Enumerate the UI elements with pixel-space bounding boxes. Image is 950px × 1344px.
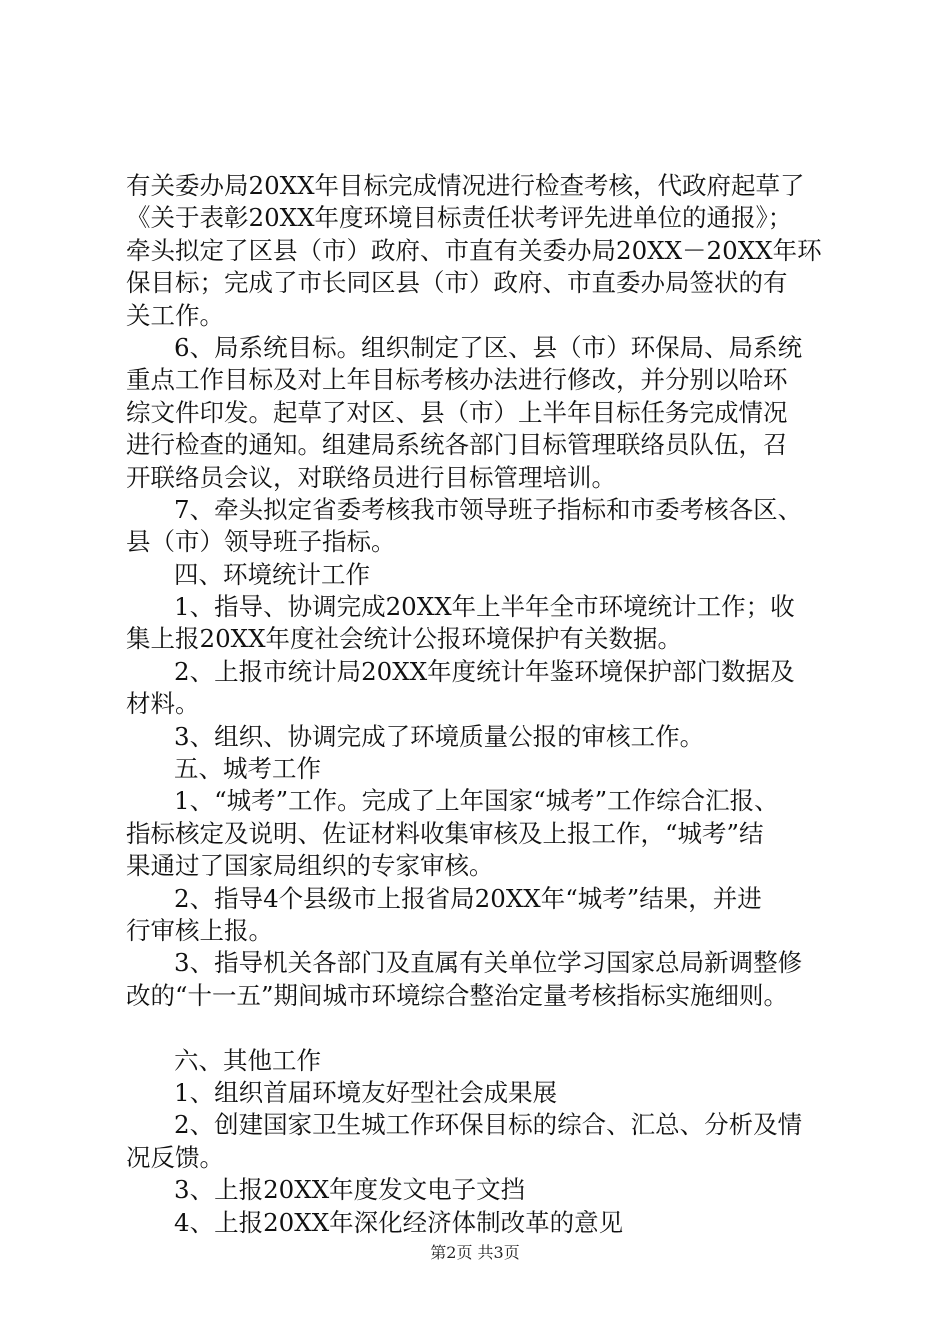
text-line: 3、指导机关各部门及直属有关单位学习国家总局新调整修 — [174, 948, 803, 978]
text-line: 六、其他工作 — [174, 1045, 321, 1075]
page-footer: 第2页 共3页 — [430, 1243, 520, 1262]
text-line: 关工作。 — [126, 300, 224, 330]
text-line: 改的“十一五”期间城市环境综合整治定量考核指标实施细则。 — [126, 980, 789, 1010]
text-line — [126, 1012, 850, 1044]
text-line: 2、上报市统计局20XX年度统计年鉴环境保护部门数据及 — [174, 656, 795, 686]
text-line: 材料。 — [126, 689, 200, 719]
text-line: 保目标；完成了市长同区县（市）政府、市直委办局签状的有 — [126, 268, 788, 298]
text-line: 牵头拟定了区县（市）政府、市直有关委办局20XX－20XX年环 — [126, 235, 822, 265]
text-line: 3、组织、协调完成了环境质量公报的审核工作。 — [174, 721, 705, 751]
text-line: 行审核上报。 — [126, 915, 273, 945]
text-line: 2、创建国家卫生城工作环保目标的综合、汇总、分析及情 — [174, 1110, 803, 1140]
text-line: 1、指导、协调完成20XX年上半年全市环境统计工作；收 — [174, 592, 795, 622]
text-line: 县（市）领导班子指标。 — [126, 527, 396, 557]
text-line: 开联络员会议，对联络员进行目标管理培训。 — [126, 462, 616, 492]
text-line: 2、指导4个县级市上报省局20XX年“城考”结果，并进 — [174, 883, 762, 913]
text-line: 1、“城考”工作。完成了上年国家“城考”工作综合汇报、 — [174, 786, 779, 816]
text-line: 指标核定及说明、佐证材料收集审核及上报工作，“城考”结 — [126, 818, 764, 848]
text-line: 综文件印发。起草了对区、县（市）上半年目标任务完成情况 — [126, 397, 788, 427]
text-line: 7、牵头拟定省委考核我市领导班子指标和市委考核各区、 — [174, 494, 803, 524]
text-line: 有关委办局20XX年目标完成情况进行检查考核，代政府起草了 — [126, 171, 805, 200]
document-body — [126, 170, 850, 1239]
text-line: 五、城考工作 — [174, 754, 321, 784]
text-line: 四、环境统计工作 — [174, 559, 370, 589]
text-line: 1、组织首届环境友好型社会成果展 — [174, 1077, 558, 1107]
text-line: 6、局系统目标。组织制定了区、县（市）环保局、局系统 — [174, 332, 803, 362]
text-line: 3、上报20XX年度发文电子文挡 — [174, 1175, 526, 1205]
text-line: 集上报20XX年度社会统计公报环境保护有关数据。 — [126, 624, 683, 654]
text-line: 进行检查的通知。组建局系统各部门目标管理联络员队伍，召 — [126, 430, 788, 460]
text-line: 《关于表彰20XX年度环境目标责任状考评先进单位的通报》； — [126, 203, 793, 233]
text-line: 果通过了国家局组织的专家审核。 — [126, 851, 494, 881]
text-line: 4、上报20XX年深化经济体制改革的意见 — [174, 1207, 624, 1237]
text-line: 况反馈。 — [126, 1142, 224, 1172]
text-line: 重点工作目标及对上年目标考核办法进行修改，并分别以哈环 — [126, 365, 788, 395]
